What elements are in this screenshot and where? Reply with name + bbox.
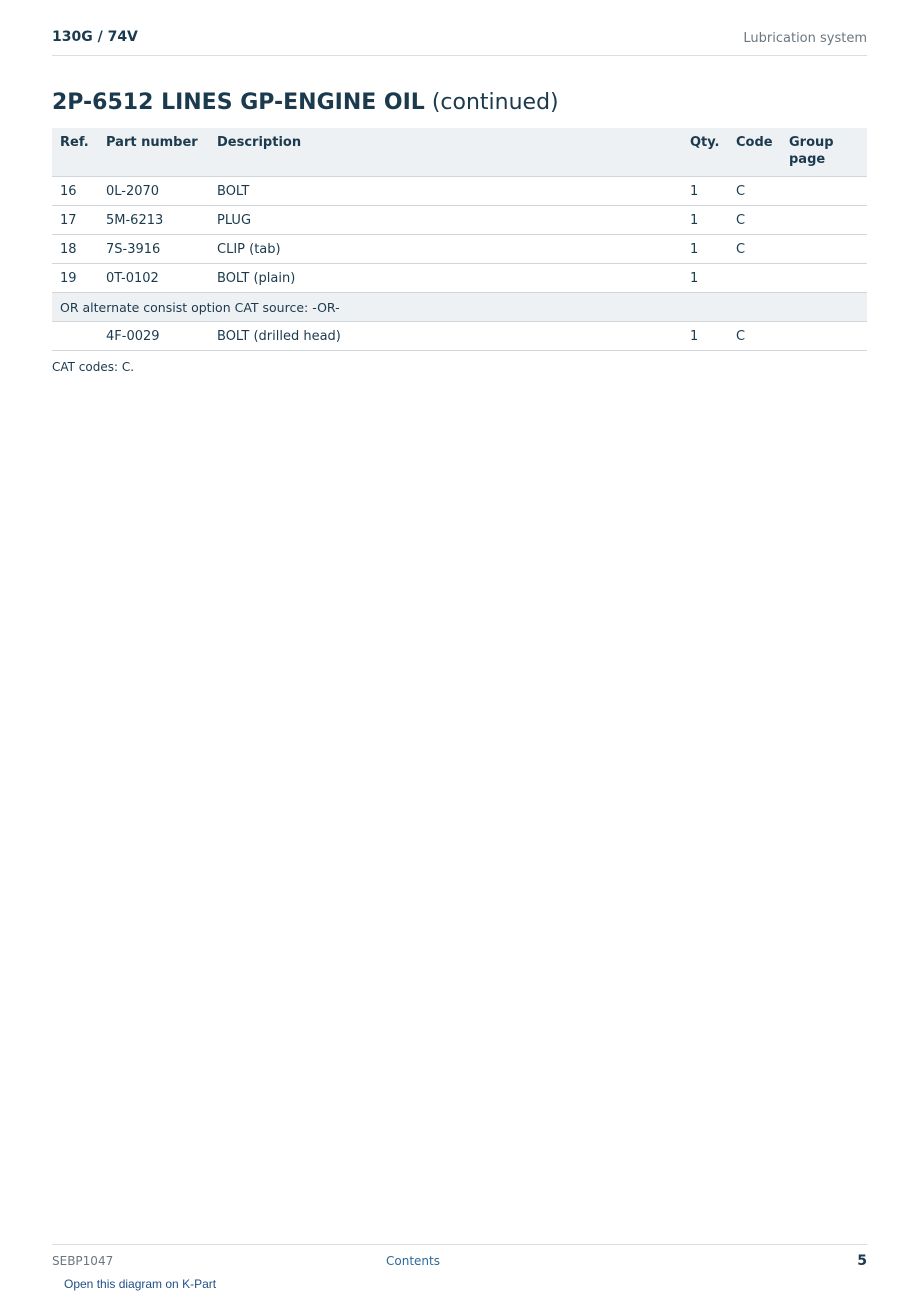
col-header-group-page: Group page [781,128,867,177]
table-row [52,322,867,351]
cell-part-number: 7S-3916 [98,235,209,264]
col-header-description: Description [209,128,682,177]
kpart-link[interactable]: Open this diagram on K-Part [64,1277,217,1291]
cell-ref: 17 [52,206,98,235]
document-id: SEBP1047 [52,1254,114,1268]
col-header-ref: Ref. [52,128,98,177]
cell-ref: 18 [52,235,98,264]
cell-description: PLUG [209,206,682,235]
page-title-main: 2P-6512 LINES GP-ENGINE OIL [52,90,425,115]
cell-code: C [728,235,781,264]
page-title [52,90,559,115]
cell-group-page [781,264,867,293]
table-row [52,177,867,206]
cell-qty: 1 [682,206,728,235]
cell-qty: 1 [682,235,728,264]
cell-code: C [728,206,781,235]
table-row [52,235,867,264]
cell-part-number: 0T-0102 [98,264,209,293]
table-row [52,264,867,293]
table-row [52,206,867,235]
cell-description: BOLT [209,177,682,206]
page-number: 5 [857,1253,867,1269]
cell-qty: 1 [682,322,728,351]
cat-codes-note: CAT codes: C. [52,360,135,374]
cell-code: C [728,322,781,351]
page-title-suffix: (continued) [431,90,559,115]
cell-code: C [728,177,781,206]
model-label: 130G / 74V [52,29,138,45]
alternate-option-note: OR alternate consist option CAT source: -OR- [52,293,867,322]
section-label: Lubrication system [743,31,867,46]
alternate-option-row [52,293,867,322]
cell-qty: 1 [682,177,728,206]
cell-qty: 1 [682,264,728,293]
cell-ref: 19 [52,264,98,293]
cell-part-number: 4F-0029 [98,322,209,351]
cell-ref: 16 [52,177,98,206]
cell-group-page [781,235,867,264]
cell-code [728,264,781,293]
col-header-part-number: Part number [98,128,209,177]
parts-table [52,128,867,351]
contents-link[interactable]: Contents [386,1254,440,1268]
cell-description: CLIP (tab) [209,235,682,264]
table-header-row [52,128,867,177]
cell-part-number: 5M-6213 [98,206,209,235]
cell-description: BOLT (drilled head) [209,322,682,351]
page-header [52,29,867,56]
page-footer [52,1244,867,1275]
cell-part-number: 0L-2070 [98,177,209,206]
cell-description: BOLT (plain) [209,264,682,293]
cell-group-page [781,322,867,351]
cell-ref [52,322,98,351]
col-header-qty: Qty. [682,128,728,177]
cell-group-page [781,206,867,235]
cell-group-page [781,177,867,206]
col-header-code: Code [728,128,781,177]
